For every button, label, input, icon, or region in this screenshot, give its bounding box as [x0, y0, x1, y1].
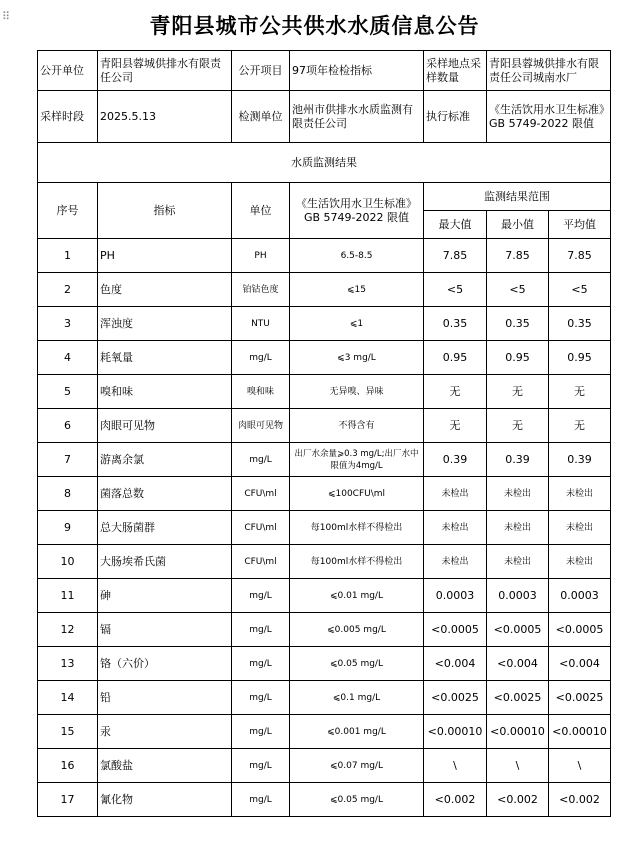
table-row [38, 511, 611, 545]
row-min: <5 [487, 273, 549, 307]
row-max: <0.00010 [424, 715, 487, 749]
row-unit: PH [232, 239, 290, 273]
row-index: 14 [38, 681, 98, 715]
item-value: 97项年检检指标 [290, 51, 424, 91]
table-row [38, 681, 611, 715]
row-unit: mg/L [232, 613, 290, 647]
table-row [38, 477, 611, 511]
row-max: 0.39 [424, 443, 487, 477]
row-indicator: 色度 [98, 273, 232, 307]
row-limit: 每100ml水样不得检出 [290, 545, 424, 579]
row-limit: ⩽0.01 mg/L [290, 579, 424, 613]
row-max: <0.0025 [424, 681, 487, 715]
row-index: 4 [38, 341, 98, 375]
row-avg: <0.002 [549, 783, 611, 817]
row-avg: \ [549, 749, 611, 783]
sample-time-label: 采样时段 [38, 91, 98, 143]
row-max: 7.85 [424, 239, 487, 273]
row-index: 11 [38, 579, 98, 613]
row-min: 0.35 [487, 307, 549, 341]
header-max: 最大值 [424, 211, 487, 239]
row-limit: ⩽15 [290, 273, 424, 307]
row-min: 0.39 [487, 443, 549, 477]
row-min: 未检出 [487, 511, 549, 545]
row-indicator: 总大肠菌群 [98, 511, 232, 545]
table-row [38, 307, 611, 341]
row-min: 0.0003 [487, 579, 549, 613]
row-indicator: 游离余氯 [98, 443, 232, 477]
row-indicator: PH [98, 239, 232, 273]
row-avg: 7.85 [549, 239, 611, 273]
row-avg: 未检出 [549, 511, 611, 545]
row-avg: 0.39 [549, 443, 611, 477]
row-unit: CFU\ml [232, 511, 290, 545]
table-row [38, 341, 611, 375]
row-index: 9 [38, 511, 98, 545]
row-max: 无 [424, 409, 487, 443]
row-min: <0.00010 [487, 715, 549, 749]
lab-value: 池州市供排水水质监测有限责任公司 [290, 91, 424, 143]
publisher-value: 青阳县蓉城供排水有限责任公司 [98, 51, 232, 91]
row-avg: <0.0005 [549, 613, 611, 647]
row-unit: mg/L [232, 647, 290, 681]
row-max: 未检出 [424, 477, 487, 511]
table-row [38, 749, 611, 783]
standard-value: 《生活饮用水卫生标准》GB 5749-2022 限值 [487, 91, 611, 143]
row-min: \ [487, 749, 549, 783]
row-indicator: 铬（六价） [98, 647, 232, 681]
header-min: 最小值 [487, 211, 549, 239]
table-row [38, 579, 611, 613]
row-avg: <0.00010 [549, 715, 611, 749]
row-indicator: 镉 [98, 613, 232, 647]
table-row [38, 647, 611, 681]
lab-label: 检测单位 [232, 91, 290, 143]
row-min: <0.002 [487, 783, 549, 817]
row-min: <0.0025 [487, 681, 549, 715]
row-max: 0.0003 [424, 579, 487, 613]
item-label: 公开项目 [232, 51, 290, 91]
row-avg: <5 [549, 273, 611, 307]
table-row [38, 273, 611, 307]
row-limit: 不得含有 [290, 409, 424, 443]
row-limit: 无异嗅、异味 [290, 375, 424, 409]
row-max: 0.35 [424, 307, 487, 341]
row-max: 未检出 [424, 545, 487, 579]
row-limit: 6.5-8.5 [290, 239, 424, 273]
table-row [38, 715, 611, 749]
row-indicator: 大肠埃希氏菌 [98, 545, 232, 579]
row-index: 13 [38, 647, 98, 681]
row-min: 0.95 [487, 341, 549, 375]
row-max: \ [424, 749, 487, 783]
row-indicator: 氰化物 [98, 783, 232, 817]
table-row [38, 409, 611, 443]
info-row-2 [38, 91, 611, 143]
row-limit: ⩽1 [290, 307, 424, 341]
row-index: 2 [38, 273, 98, 307]
row-min: 7.85 [487, 239, 549, 273]
row-unit: mg/L [232, 579, 290, 613]
sample-time-value: 2025.5.13 [98, 91, 232, 143]
row-indicator: 肉眼可见物 [98, 409, 232, 443]
row-limit: ⩽0.05 mg/L [290, 647, 424, 681]
row-limit: ⩽0.001 mg/L [290, 715, 424, 749]
info-row-1 [38, 51, 611, 91]
row-unit: CFU\ml [232, 477, 290, 511]
row-max: 无 [424, 375, 487, 409]
row-avg: <0.004 [549, 647, 611, 681]
header-avg: 平均值 [549, 211, 611, 239]
row-limit: 每100ml水样不得检出 [290, 511, 424, 545]
row-min: 无 [487, 375, 549, 409]
row-unit: mg/L [232, 749, 290, 783]
page-title: 青阳县城市公共供水水质信息公告 [149, 14, 480, 38]
row-index: 6 [38, 409, 98, 443]
row-index: 12 [38, 613, 98, 647]
row-limit: 出厂水余量⩾0.3 mg/L;出厂水中限值为4mg/L [290, 443, 424, 477]
table-row [38, 613, 611, 647]
row-unit: 嗅和味 [232, 375, 290, 409]
row-indicator: 耗氧量 [98, 341, 232, 375]
header-index: 序号 [38, 183, 98, 239]
sample-site-label: 采样地点采样数量 [424, 51, 487, 91]
table-row [38, 545, 611, 579]
row-limit: ⩽0.05 mg/L [290, 783, 424, 817]
row-indicator: 汞 [98, 715, 232, 749]
row-avg: <0.0025 [549, 681, 611, 715]
row-indicator: 砷 [98, 579, 232, 613]
row-unit: mg/L [232, 443, 290, 477]
standard-label: 执行标准 [424, 91, 487, 143]
row-avg: 无 [549, 375, 611, 409]
row-limit: ⩽0.005 mg/L [290, 613, 424, 647]
row-indicator: 菌落总数 [98, 477, 232, 511]
row-unit: 铂钴色度 [232, 273, 290, 307]
table-row [38, 375, 611, 409]
row-index: 10 [38, 545, 98, 579]
row-indicator: 铅 [98, 681, 232, 715]
header-range: 监测结果范围 [424, 183, 611, 211]
row-max: <0.002 [424, 783, 487, 817]
row-index: 3 [38, 307, 98, 341]
row-unit: mg/L [232, 341, 290, 375]
row-avg: 0.0003 [549, 579, 611, 613]
row-unit: CFU\ml [232, 545, 290, 579]
row-indicator: 嗅和味 [98, 375, 232, 409]
row-unit: mg/L [232, 681, 290, 715]
row-index: 15 [38, 715, 98, 749]
row-index: 17 [38, 783, 98, 817]
row-index: 8 [38, 477, 98, 511]
row-indicator: 浑浊度 [98, 307, 232, 341]
row-indicator: 氯酸盐 [98, 749, 232, 783]
publisher-label: 公开单位 [38, 51, 98, 91]
header-row-1 [38, 183, 611, 211]
row-max: <0.0005 [424, 613, 487, 647]
row-max: <5 [424, 273, 487, 307]
row-unit: mg/L [232, 783, 290, 817]
row-min: 未检出 [487, 477, 549, 511]
section-row [38, 143, 611, 183]
row-limit: ⩽0.07 mg/L [290, 749, 424, 783]
row-min: 未检出 [487, 545, 549, 579]
row-avg: 0.95 [549, 341, 611, 375]
header-limit: 《生活饮用水卫生标准》GB 5749-2022 限值 [290, 183, 424, 239]
row-avg: 未检出 [549, 477, 611, 511]
row-unit: mg/L [232, 715, 290, 749]
row-unit: 肉眼可见物 [232, 409, 290, 443]
row-index: 7 [38, 443, 98, 477]
row-limit: ⩽3 mg/L [290, 341, 424, 375]
row-min: <0.0005 [487, 613, 549, 647]
row-max: 0.95 [424, 341, 487, 375]
row-unit: NTU [232, 307, 290, 341]
row-index: 16 [38, 749, 98, 783]
drag-handle-icon[interactable]: ⠿ [2, 10, 10, 23]
table-row [38, 443, 611, 477]
row-avg: 无 [549, 409, 611, 443]
water-quality-table [37, 50, 611, 817]
row-limit: ⩽0.1 mg/L [290, 681, 424, 715]
table-row [38, 783, 611, 817]
row-index: 1 [38, 239, 98, 273]
sample-site-value: 青阳县蓉城供排水有限责任公司城南水厂 [487, 51, 611, 91]
header-indicator: 指标 [98, 183, 232, 239]
table-row [38, 239, 611, 273]
row-limit: ⩽100CFU\ml [290, 477, 424, 511]
row-min: <0.004 [487, 647, 549, 681]
row-index: 5 [38, 375, 98, 409]
row-avg: 未检出 [549, 545, 611, 579]
row-avg: 0.35 [549, 307, 611, 341]
row-max: <0.004 [424, 647, 487, 681]
row-min: 无 [487, 409, 549, 443]
section-title: 水质监测结果 [38, 143, 611, 183]
row-max: 未检出 [424, 511, 487, 545]
header-unit: 单位 [232, 183, 290, 239]
